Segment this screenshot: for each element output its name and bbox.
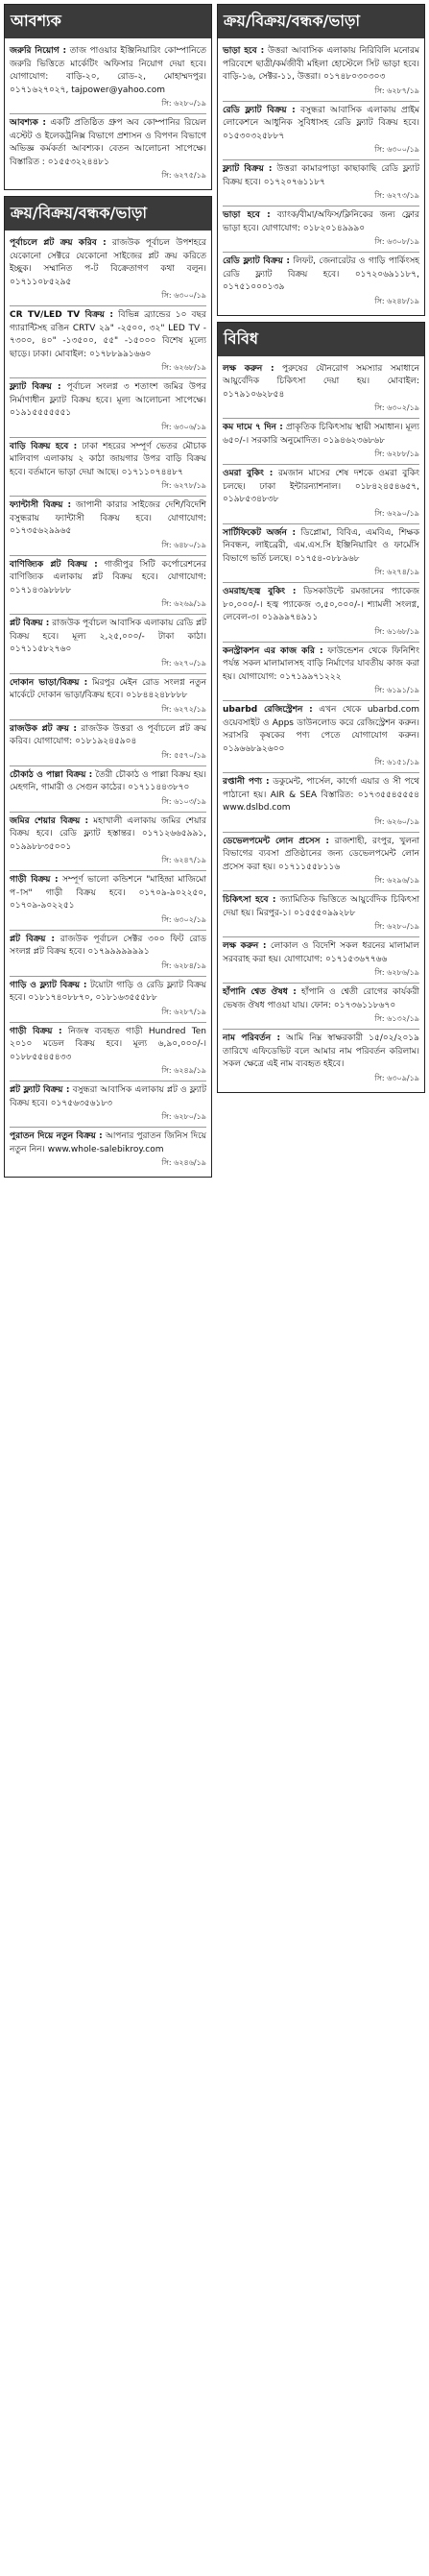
ad-title: ফ্যান্টাসী বিক্রয় : bbox=[10, 500, 72, 510]
classified-ad bbox=[10, 615, 206, 674]
classified-ad bbox=[10, 674, 206, 720]
classified-ad bbox=[10, 438, 206, 498]
ad-ref: সি: ৬২৪৯/১৯ bbox=[161, 1066, 206, 1075]
classified-ad bbox=[223, 524, 419, 584]
ad-body: একটি প্রতিষ্ঠিত গ্রুপ অব কোম্পানির রিয়েল এস্টেট ও ইলেকট্রনিক্স বিভাগে প্রশাসন ও বিপণন বিভাগে অভিজ্ঞ কর্মকর্তা আবশ্যক। বেতন আলোচনা সাপেক্ষে। বিস্তারিত : ০১৫৫৩২২৪৪৮১ bbox=[10, 118, 206, 167]
ad-body: টয়োটা গাড়ি ও রেডি ফ্ল্যাট বিক্রয় হবে। ০১৮১৭৪০৮৮৭০, ০১৮১৬৩৫৫৫৮৮ bbox=[10, 980, 206, 1003]
classified-ad bbox=[223, 833, 419, 892]
classified-ad bbox=[223, 160, 419, 207]
ad-ref: সি: ৬২৮৮/১৯ bbox=[374, 450, 419, 458]
ad-title: রেডি ফ্ল্যাট বিক্রয় : bbox=[223, 105, 296, 115]
ads-list bbox=[5, 38, 211, 189]
ad-body: রাজউক পূর্বাচল সেক্টর ৩০০ ফিট রোড সংলগ্ন প্লট বিক্রয় হবে। ০১৭৯৯৯৯৯৯৯১ bbox=[10, 934, 206, 957]
ad-title: চিকিৎসা হবে : bbox=[223, 895, 276, 905]
classified-ad bbox=[223, 984, 419, 1030]
ad-title: ওমরা বুকিং : bbox=[223, 469, 274, 478]
ad-body: রাজশাহী, রংপুর, খুলনা বিভাগের ব্যবসা প্রতিষ্ঠানের জন্য ডেভেলপমেন্ট লোন প্রসেস করা হয়। ০১৭১১৫৫৮১১৬ bbox=[223, 836, 419, 872]
ad-body: ব্যাংক/বীমা/অফিস/ক্লিনিকের জন্য ফ্লোর ভাড়া হবে। যোগাযোগ: ০১৮২০১৪৯৯৯০ bbox=[223, 210, 419, 233]
classified-ad bbox=[223, 360, 419, 420]
classified-ad bbox=[10, 1081, 206, 1128]
ad-title: ডেভেলপমেন্ট লোন প্রসেস : bbox=[223, 836, 330, 846]
ad-ref: সি: ৬৩০৯/১৯ bbox=[374, 1073, 419, 1082]
ad-title: সার্টিফিকেট অর্জন : bbox=[223, 527, 297, 538]
ad-ref: সি: ৬১৩২/১৯ bbox=[374, 1014, 419, 1023]
classified-ad bbox=[223, 643, 419, 702]
ad-body: আমি নিম্ন স্বাক্ষরকারী ১৫/০২/২০১৯ তারিখে এফিডেভিট বলে আমার নাম পরিবর্তন করিলাম। সকল ক্ষেত্রে এই নাম ব্যবহৃত হইবে। bbox=[223, 1033, 419, 1069]
ad-body: লোকাল ও বিদেশি সকল ধরনের মালামাল সরবরাহ করা হয়। যোগাযোগ: ০১৭১৫৩৬৭৭৬৬ bbox=[223, 941, 419, 964]
ad-title: বাণিজ্যিক প্লট বিক্রয় : bbox=[10, 559, 98, 570]
classified-ad bbox=[223, 701, 419, 773]
ad-ref: সি: ৬২৪৮/১৯ bbox=[374, 296, 419, 305]
ad-body: উত্তরা আবাসিক এলাকায় নিরিবিলি মনোরম পরিবেশে ছাত্রী/কর্মজীবী মহিলা হোস্টেলে সিট ভাড়া হবে। বাড়ি-১৬, সেক্টর-১১, উত্তরা। ০১৭৪৮০৩০৩০৩ bbox=[223, 46, 419, 82]
ad-title: ভাড়া হবে : bbox=[223, 46, 265, 56]
ad-title: রেডি ফ্ল্যাট বিক্রয় : bbox=[223, 256, 291, 266]
ad-ref: সি: ৬৩০০/১৯ bbox=[161, 291, 206, 300]
ad-title: গাড়ী বিক্রয় : bbox=[10, 1026, 62, 1036]
classified-ad bbox=[10, 114, 206, 185]
ad-ref: সি: ৬৩০৬/১৯ bbox=[161, 422, 206, 431]
ad-body: গাজীপুর সিটি কর্পোরেশনের বাণিজ্যিক এলাকায় প্লট বিক্রয় হবে। যোগাযোগ: ০১৭১৪৩৯৮৮৮৮ bbox=[10, 559, 206, 595]
ad-body: রাজউক পূর্বাচল আবাসিক এলাকায় রেডি প্লট বিক্রয় হবে। মূল্য ২,২৫,০০০/- টাকা কাঠা। ০১৭১১৫৮২৭৬০ bbox=[10, 619, 206, 654]
ad-ref: সি: ৬২৭৪/১৯ bbox=[374, 568, 419, 576]
classified-ad bbox=[10, 306, 206, 378]
ad-title: রাজউক প্লট ক্রয় : bbox=[10, 723, 78, 734]
ad-title: প্লট বিক্রয় : bbox=[10, 934, 56, 944]
ad-body: তাজ পাওয়ার ইঞ্জিনিয়ারিং কোম্পানিতে জরুরি ভিত্তিতে মার্কেটিং অফিসার নিয়োগ দেয়া হবে। যোগাযোগ: বাড়ি-২০, রোড-২, মোহাম্মদপুর। ০১৭১৬২৭০২৭, tajpower@yahoo.com bbox=[10, 46, 206, 95]
ad-ref: সি: ৬২৬০/১৯ bbox=[374, 816, 419, 826]
classified-ad bbox=[10, 1128, 206, 1173]
ad-ref: সি: ৬২৭৩/১৯ bbox=[374, 191, 419, 200]
classified-ad bbox=[10, 813, 206, 872]
classified-ad bbox=[223, 42, 419, 102]
ad-title: চৌকাঠ ও পাল্লা বিক্রয় : bbox=[10, 769, 93, 780]
ad-title: লক্ষ করুন : bbox=[223, 363, 274, 374]
classified-ad bbox=[10, 766, 206, 813]
ad-ref: সি: ৬২৭২/১৯ bbox=[161, 704, 206, 714]
section-title: বিবিধ bbox=[218, 323, 424, 356]
ad-title: আবশ্যক : bbox=[10, 118, 46, 128]
ad-body: পুরুষের যৌনরোগ সমস্যার সমাধানে আয়ুর্বেদিক চিকিৎসা দেয়া হয়। মোবাইল: ০১৭৯১০৬২৮৫৪ bbox=[223, 363, 419, 400]
ad-ref: সি: ৬৪৮০/১৯ bbox=[161, 540, 206, 549]
ad-title: ubarbd রেজিস্ট্রেশন : bbox=[223, 705, 313, 715]
left-column bbox=[4, 4, 212, 2572]
classified-ad bbox=[10, 871, 206, 931]
ad-ref: সি: ৬২৬৯/১৯ bbox=[161, 599, 206, 608]
ad-body: সম্পূর্ণ ভালো কন্ডিশনে "মাহিন্দ্রা মাজিমো প-াস" গাড়ী বিক্রয় হবে। ০১৭০৯-৯০২২৫০, ০১৭০৯-৯০২২৫১ bbox=[10, 875, 206, 911]
ad-ref: সি: ৬১৬৮/১৯ bbox=[374, 626, 419, 636]
classified-ad bbox=[10, 556, 206, 616]
section-title: আবশ্যক bbox=[5, 5, 211, 38]
ad-ref: সি: ৬২৯৬/১৯ bbox=[374, 876, 419, 885]
ad-ref: সি: ৬১৫১/১৯ bbox=[374, 758, 419, 766]
right-column bbox=[217, 4, 425, 2572]
ad-ref: সি: ৬২৮০/১৯ bbox=[374, 922, 419, 931]
ad-title: কম দামে ৭ দিন : bbox=[223, 423, 283, 432]
ad-title: গাড়ী বিক্রয় : bbox=[10, 875, 59, 885]
ad-body: তৈরী চৌকাঠ ও পাল্লা বিক্রয় হয়। মেহগনি, গামারী ও সেগুন কাঠের। ০১৭১১৪৪৩৮৭০ bbox=[10, 769, 206, 792]
ad-title: বাড়ি বিক্রয় হবে : bbox=[10, 441, 78, 451]
ads-list bbox=[218, 38, 424, 315]
ad-ref: সি: ৬৩০২/১৯ bbox=[161, 914, 206, 924]
ad-body: জাপানী কারার সাইজের দেশি/বিদেশি বসুন্ধরায় ফ্যান্টাসী বিক্রয় হবে। যোগাযোগ: ০১৭৩৫৬২৯৯৬৫ bbox=[10, 500, 206, 536]
ad-body: রমজান মাসের শেষ দশকে ওমরা বুকিং চলছে। ঢাকা ইন্টারন্যাশনাল। ০১৮৪২৪৫৪৬৫৭, ০১৯৮৫৩৪৮৩৮ bbox=[223, 469, 419, 504]
section-kray-right bbox=[217, 4, 425, 316]
ad-title: জমির শেয়ার বিক্রয় : bbox=[10, 815, 89, 826]
ad-ref: সি: ৬৩০৮/১৯ bbox=[374, 237, 419, 246]
ad-ref: সি: ৬২৮৬/১৯ bbox=[374, 968, 419, 977]
ad-title: নাম পরিবর্তন : bbox=[223, 1033, 281, 1043]
ad-body: ফাউন্ডেশন থেকে ফিনিশিং পর্যন্ত সকল মালামালসহ বাড়ি নির্মাণের যাবতীয় কাজ করা হয়। যোগাযোগ: ০১৭১৯৯৭১২২২ bbox=[223, 645, 419, 682]
ad-body: হাঁপানি ও শ্বেতী রোগের কার্যকরী ভেষজ ঔষধ পাওয়া যায়। ফোন: ০১৭৩৬১১৮৬৭০ bbox=[223, 987, 419, 1010]
ad-ref: সি: ৬২৪৭/১৯ bbox=[161, 856, 206, 864]
classified-ad bbox=[10, 497, 206, 556]
classified-ad bbox=[223, 419, 419, 465]
ad-ref: সি: ৬২৮৭/১৯ bbox=[161, 1007, 206, 1016]
ad-ref: সি: ৬৩০০/১৯ bbox=[374, 145, 419, 154]
classified-ad bbox=[10, 977, 206, 1023]
ad-body: বসুন্ধরা আবাসিক এলাকায় প্রাইম লোকেশনে আধুনিক সুবিধাসহ রেডি ফ্ল্যাট বিক্রয় হবে। ০১৫৩০৩২৫৮৮৭ bbox=[223, 105, 419, 141]
ad-title: হাঁপানি শ্বেত ঔষধ : bbox=[223, 987, 297, 997]
classified-ad bbox=[223, 465, 419, 524]
ad-ref: সি: ৬২৭৮/১৯ bbox=[161, 481, 206, 490]
ad-title: ফ্ল্যাট বিক্রয় : bbox=[10, 382, 61, 392]
section-title: ক্রয়/বিক্রয়/বন্ধক/ভাড়া bbox=[5, 197, 211, 231]
classified-ad bbox=[223, 102, 419, 161]
ad-ref: সি: ৬২৬৮/১৯ bbox=[161, 363, 206, 372]
classified-ad bbox=[223, 583, 419, 643]
ad-title: পুরাতন দিয়ে নতুন বিক্রয় : bbox=[10, 1131, 103, 1141]
ad-body: উত্তরা কামারপাড়া কাছাকাছি রেডি ফ্ল্যাট বিক্রয় হবে। ০১৭২০৭৬১১৮৭ bbox=[223, 164, 419, 187]
ad-body: ডিপ্লোমা, বিবিএ, এমবিএ, শিক্ষক নিবন্ধন, লাইব্রেরী, এম.এস.সি ইঞ্জিনিয়ারিং ও ফার্মেসি বিভাগে ভর্তি চলছে। ০১৭৫৪-০৮৮৯৬৮ bbox=[223, 527, 419, 564]
section-abosshok bbox=[4, 4, 212, 190]
ad-body: রাজউক উত্তরা ও পূর্বাচলে প্লট ক্রয় করিব। যোগাযোগ: ০১৮১৯২৪৫৯০৪ bbox=[10, 723, 206, 746]
ad-title: গাড়ি ও ফ্ল্যাট বিক্রয় : bbox=[10, 980, 87, 990]
ad-body: ডকুমেন্ট, পার্সেল, কার্গো এয়ার ও সী পথে পাঠানো হয়। AIR & SEA বিস্তারিত: ০১৭৩৫৫৪৫৫৫৪ www.dslbd.com bbox=[223, 777, 419, 813]
ad-title: রপ্তানী পণ্য : bbox=[223, 777, 270, 787]
classified-ad bbox=[223, 891, 419, 937]
ad-body: ডিসকাউন্টে রমজানের প্যাকেজ ৮০,০০০/-। হজ্ব প্যাকেজ ৩,৫০,০০০/-। শ্যামলী সংলগ্ন, লেবেল-৩। ০১৯৯৯৭৪৯১১ bbox=[223, 587, 419, 622]
ad-title: প্লট বিক্রয় : bbox=[10, 619, 50, 628]
ad-body: বসুন্ধরা আবাসিক এলাকায় প্লট ও ফ্ল্যাট বিক্রয় হবে। ০১৭৫৬৩৫৬১৮৩ bbox=[10, 1085, 206, 1108]
ad-body: আপনার পুরাতন জিনিস দিয়ে নতুন নিন। www.whole-salebikroy.com bbox=[10, 1131, 206, 1154]
ad-title: CR TV/LED TV বিক্রয় : bbox=[10, 310, 113, 320]
ad-ref: সি: ৫৫৭০/১৯ bbox=[161, 750, 206, 760]
ad-ref: সি: ৬২৮০/১৯ bbox=[161, 99, 206, 108]
classified-ad bbox=[10, 1023, 206, 1082]
ad-ref: সি: ৬২৮৭/১৯ bbox=[374, 85, 419, 95]
ad-ref: সি: ৬২৭৫/১৯ bbox=[161, 171, 206, 180]
ad-title: ওমরাহ/হজ্ব বুকিং : bbox=[223, 587, 297, 596]
ad-body: নিজস্ব ব্যবহৃত গাড়ী Hundred Ten ২০১০ মডেল বিক্রয় হবে। মূল্য ৬,৯০,০০০/-। ০১৮৮৫৫৪৫৪৩৩ bbox=[10, 1026, 206, 1062]
classified-ad bbox=[10, 931, 206, 977]
section-bibidh bbox=[217, 322, 425, 1093]
ad-ref: সি: ৬২৭০/১৯ bbox=[161, 658, 206, 668]
ad-title: ভাড়া হবে : bbox=[223, 210, 271, 220]
section-kray-left bbox=[4, 196, 212, 1178]
section-title: ক্রয়/বিক্রয়/বন্ধক/ভাড়া bbox=[218, 5, 424, 38]
ad-body: প্রাকৃতিক চিকিৎসায় স্থায়ী সমাধান। মূল্য ৬৫০/-। সরকারি অনুমোদিত। ০১৯৪৬২৩৬৮৬৮ bbox=[223, 423, 419, 446]
classified-ad bbox=[10, 720, 206, 766]
ad-ref: সি: ৬১৯১/১৯ bbox=[374, 686, 419, 694]
ad-body: মিরপুর মেইন রোড সংলগ্ন নতুন মার্কেটে দোকান ভাড়া/বিক্রয় হবে। ০১৮৪৪২৪৮৮৮৮ bbox=[10, 677, 206, 700]
ad-ref: সি: ৬২৮০/১৯ bbox=[161, 1112, 206, 1121]
ad-title: ফ্ল্যাট বিক্রয় : bbox=[223, 164, 273, 174]
ad-title: পূর্বাচলে প্লট ক্রয় করিব : bbox=[10, 238, 107, 248]
ad-ref: সি: ৬২৯০/১৯ bbox=[374, 508, 419, 518]
ad-title: জরুরি নিয়োগ : bbox=[10, 46, 67, 56]
classified-ad bbox=[223, 1030, 419, 1088]
ad-title: লক্ষ করুন : bbox=[223, 941, 267, 951]
ad-body: লিফট, জেনারেটর ও গাড়ি পার্কিংসহ রেডি ফ্ল্যাট বিক্রয় হবে। ০১৭২০৬৯১১৮৭, ০১৭৫১০০০১৩৯ bbox=[223, 256, 419, 292]
ad-ref: সি: ৬২৮৪/১৯ bbox=[161, 960, 206, 970]
ad-body: এখন থেকে ubarbd.com ওয়েবসাইট ও Apps ডাউনলোড করে রেজিস্ট্রেশন করুন। সরাসরি কৃষকের পণ্য পেতে যোগাযোগ করুন। ০১৯৬৬৮৯২৬০০ bbox=[223, 705, 419, 754]
classified-ad bbox=[10, 234, 206, 306]
classified-ad bbox=[223, 207, 419, 253]
ad-ref: সি: ৬১০৩/১৯ bbox=[161, 796, 206, 806]
classified-ad bbox=[223, 773, 419, 833]
classified-ad bbox=[223, 937, 419, 984]
ad-ref: সি: ৬৩০২/১৯ bbox=[374, 403, 419, 412]
ad-body: মহাখালী এলাকায় জমির শেয়ার বিক্রয় হবে। রেডি ফ্ল্যাট হস্তান্তর। ০১৭১২৬৬৫৯৯১, ০১৯৯৮৮৩৫০০১ bbox=[10, 815, 206, 852]
ad-title: দোকান ভাড়া/বিক্রয় : bbox=[10, 677, 88, 688]
ad-body: ঢাকা শহরের সম্পূর্ণ ভেতর মৌচাক মালিবাগ এলাকায় ২ কাঠা জায়গার উপর বাড়ি বিক্রয় হবে। বর্তমানে ভাড়া দেয়া আছে। ০১৭১১০৭৪৪৮৭ bbox=[10, 441, 206, 477]
ads-list bbox=[218, 356, 424, 1092]
ad-title: কনস্ট্রাকশন এর কাজ করি : bbox=[223, 645, 323, 656]
classified-ad bbox=[10, 378, 206, 438]
classified-ad bbox=[10, 42, 206, 114]
ad-body: বিভিন্ন ব্র্যান্ডের ১০ বছর গ্যারান্টিসহ রঙিন CRTV ২৯" -২৫০০, ৩২" LED TV - ৭৩০০, ৪০" -১৩৫০০, ৫৫" -১৫০০০ বিশেষ মূল্যে ছাড়ে। ঢাকা। মোবাইল: ০১৭৮৮৯৯১৬৬০ bbox=[10, 310, 206, 359]
ad-body: রাজউক পূর্বাচল উপশহরে যেকোনো সেক্টরে যেকোনো সাইজের প্লট ক্রয় করিতে ইচ্ছুক। সম্মানিত প-ট বিক্রেতাগণ কথা বলুন। ০১৭১১০৮৫২৯৫ bbox=[10, 238, 206, 287]
ad-body: জ্যামিতিক ভিত্তিতে আয়ুর্বেদিক চিকিৎসা দেয়া হয়। মিরপুর-১। ০১৫৫৫০৯৯২৮৮ bbox=[223, 895, 419, 918]
ads-list bbox=[5, 231, 211, 1177]
ad-body: পূর্বাচল সংলগ্ন ৩ শতাংশ জমির উপর নির্মাণাধীন ফ্ল্যাট বিক্রয় হবে। মূল্য আলোচনা সাপেক্ষে। ০১৯১৫৫৫৫৫৫১ bbox=[10, 382, 206, 418]
ad-title: প্লট ফ্ল্যাট বিক্রয় : bbox=[10, 1085, 70, 1095]
ad-ref: সি: ৬২৪৬/১৯ bbox=[161, 1158, 206, 1167]
classified-ad bbox=[223, 253, 419, 311]
